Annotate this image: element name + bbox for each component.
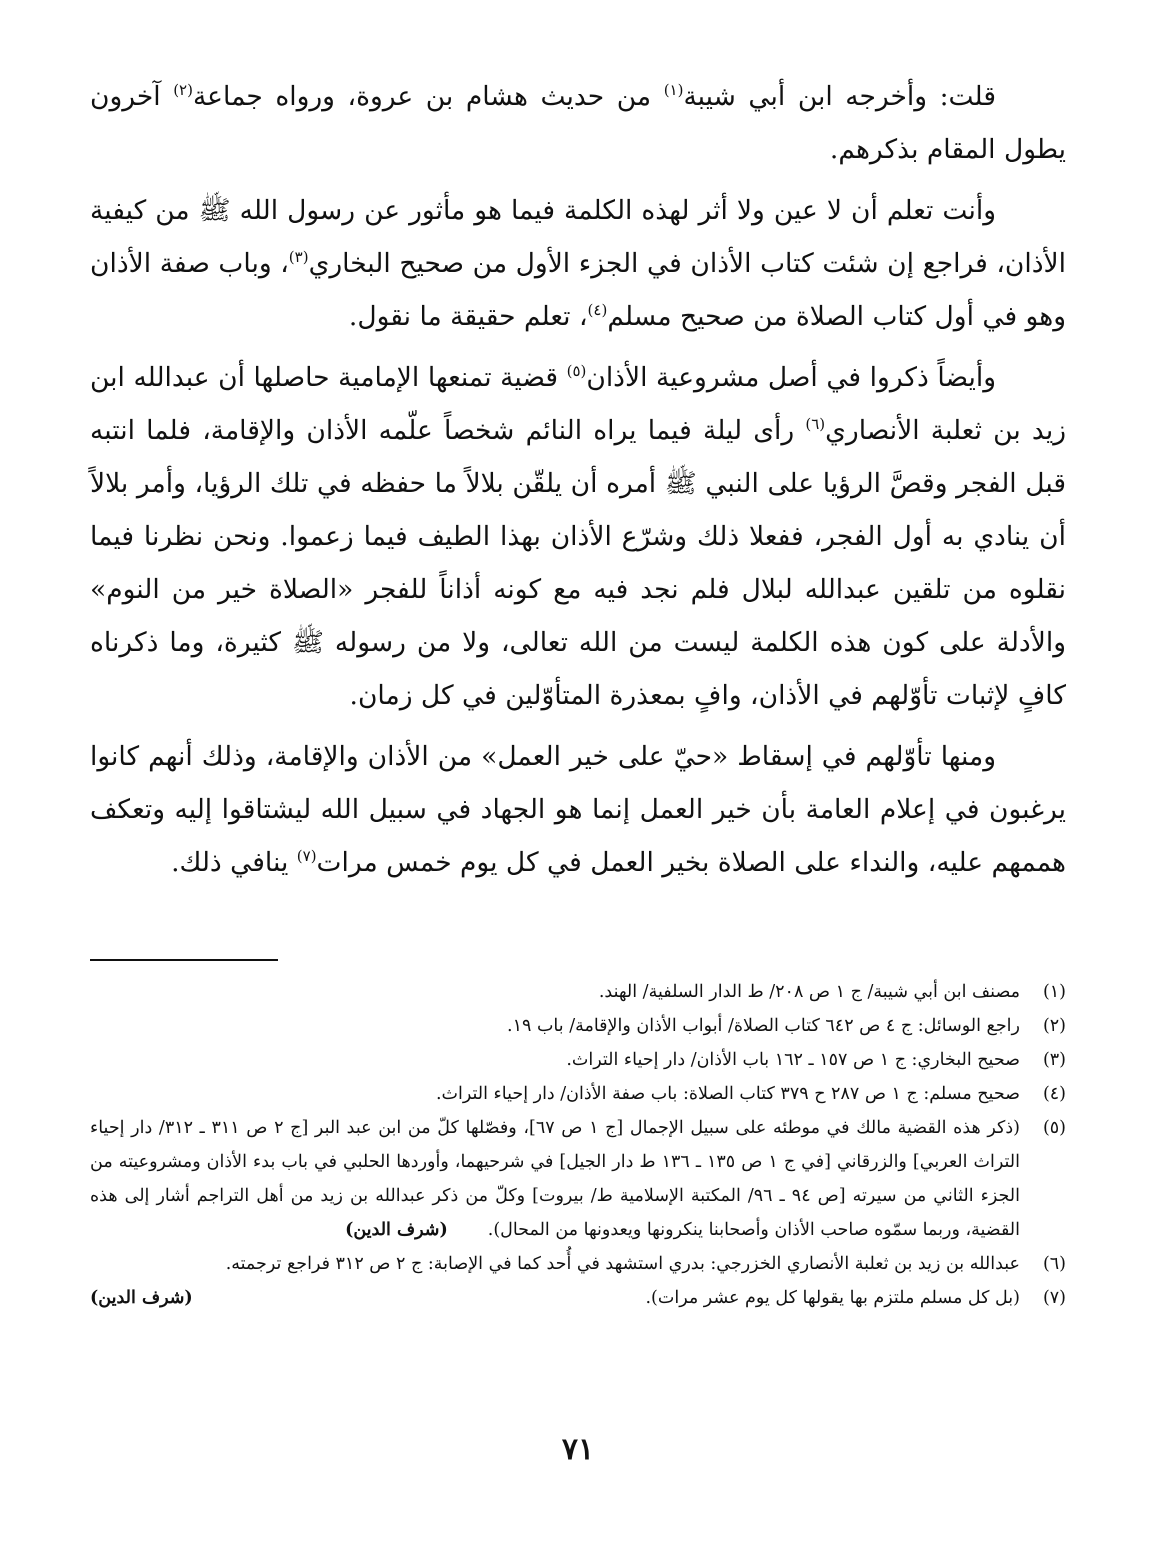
paragraph-2: [90, 184, 1066, 343]
footnote: [90, 975, 1066, 1009]
footnote: [90, 1009, 1066, 1043]
footnote-number: (٤): [1042, 1084, 1066, 1104]
paragraph-1: [90, 70, 1066, 176]
footnote: [90, 1111, 1066, 1247]
footnote-number: (٥): [1042, 1118, 1066, 1138]
footnote: [90, 1281, 1066, 1315]
footnote-number: (١): [1042, 982, 1066, 1002]
footnote-separator: [90, 959, 278, 961]
text-segment: رأى ليلة فيما يراه النائم شخصاً علّمه الأذان والإقامة، فلما انتبه قبل الفجر وقصَّ الرؤيا على النبي ﷺ أمره أن يلقّن بلالاً ما حفظه في تلك الرؤيا، وأمر بلالاً أن ينادي به أول الفجر، ففعلا ذلك وشرّع الأذان بهذا الطيف فيما زعموا. ونحن نظرنا فيما نقلوه من تلقين عبدالله لبلال فلم نجد فيه مع كونه أذاناً للفجر «الصلاة خير من النوم» والأدلة على كون هذه الكلمة ليست من الله تعالى، ولا من رسوله ﷺ كثيرة، وما ذكرناه كافٍ لإثبات تأوّلهم في الأذان، وافٍ بمعذرة المتأوّلين في كل زمان.: [90, 415, 1066, 711]
text-segment: ومنها تأوّلهم في إسقاط «حيّ على خير العمل» من الأذان والإقامة، وذلك أنهم كانوا يرغبون في إعلام العامة بأن خير العمل إنما هو الجهاد في سبيل الله ليشتاقوا إليه وتعكف هممهم عليه، والنداء على الصلاة بخير العمل في كل يوم خمس مرات: [90, 741, 1066, 878]
text-segment: ينافي ذلك.: [171, 847, 297, 878]
text-segment: قلت: وأخرجه ابن أبي شيبة: [683, 81, 996, 112]
footnote-author-tag: (شرف الدين): [345, 1220, 448, 1240]
footnote-text: (بل كل مسلم ملتزم بها يقولها كل يوم عشر مرات).: [645, 1288, 1020, 1308]
footnote-text: راجع الوسائل: ج ٤ ص ٦٤٢ كتاب الصلاة/ أبواب الأذان والإقامة/ باب ١٩.: [507, 1016, 1020, 1036]
text-segment: ، وباب صفة الأذان وهو في أول كتاب الصلاة من صحيح مسلم: [90, 248, 1066, 332]
footnote-number: (٧): [1042, 1288, 1066, 1308]
footnote-ref: (٢): [173, 81, 193, 100]
footnote-number: (٦): [1042, 1254, 1066, 1274]
footnote-text-wrap: [90, 1281, 1020, 1315]
paragraph-3: [90, 351, 1066, 722]
text-segment: وأيضاً ذكروا في أصل مشروعية الأذان: [586, 362, 997, 393]
footnote-ref: (٦): [805, 415, 826, 434]
main-text: [90, 70, 1066, 889]
footnote-ref: (٥): [566, 362, 587, 381]
footnote-text-wrap: [90, 1111, 1020, 1247]
footnote: [90, 1077, 1066, 1111]
footnote-number: (٢): [1042, 1016, 1066, 1036]
footnote-ref: (٣): [288, 248, 309, 267]
footnotes: [90, 975, 1066, 1315]
footnote-number: (٣): [1042, 1050, 1066, 1070]
text-segment: من حديث هشام بن عروة، ورواه جماعة: [192, 81, 664, 112]
paragraph-4: [90, 730, 1066, 889]
page-number: ٧١: [561, 1432, 595, 1467]
footnote: [90, 1043, 1066, 1077]
text-segment: ، تعلم حقيقة ما نقول.: [348, 301, 588, 332]
footnote-ref: (٧): [296, 847, 317, 866]
book-page: [90, 70, 1066, 1315]
footnote-text: مصنف ابن أبي شيبة/ ج ١ ص ٢٠٨/ ط الدار السلفية/ الهند.: [598, 982, 1020, 1002]
footnote-text: عبدالله بن زيد بن ثعلبة الأنصاري الخزرجي: بدري استشهد في أُحد كما في الإصابة: ج ٢ ص ٣١٢ فراجع ترجمته.: [225, 1254, 1020, 1274]
footnote-author-tag: (شرف الدين): [90, 1288, 193, 1308]
footnote: [90, 1247, 1066, 1281]
text-segment: قضية تمنعها الإمامية حاصلها أن عبدالله ابن زيد بن ثعلبة الأنصاري: [90, 362, 1066, 446]
footnote-text: صحيح البخاري: ج ١ ص ١٥٧ ـ ١٦٢ باب الأذان/ دار إحياء التراث.: [566, 1050, 1020, 1070]
footnote-ref: (٤): [587, 301, 608, 320]
footnote-text: صحيح مسلم: ج ١ ص ٢٨٧ ح ٣٧٩ كتاب الصلاة: باب صفة الأذان/ دار إحياء التراث.: [435, 1084, 1020, 1104]
text-segment: وأنت تعلم أن لا عين ولا أثر لهذه الكلمة فيما هو مأثور عن رسول الله ﷺ من كيفية الأذان، فراجع إن شئت كتاب الأذان في الجزء الأول من صحيح البخاري: [90, 195, 1066, 279]
text-segment: آخرون يطول المقام بذكرهم.: [90, 81, 1066, 165]
footnote-ref: (١): [663, 81, 684, 100]
footnote-text: (ذكر هذه القضية مالك في موطئه على سبيل الإجمال [ج ١ ص ٦٧]، وفصّلها كلّ من ابن عبد البر [ج ٢ ص ٣١١ ـ ٣١٢/ دار إحياء التراث العربي] والزرقاني [في ج ١ ص ١٣٥ ـ ١٣٦ ط دار الجيل] في شرحيهما، وأوردها الحلبي في باب بدء الأذان ومشروعيته من الجزء الثاني من سيرته [ص ٩٤ ـ ٩٦/ المكتبة الإسلامية ط/ بيروت] وكلّ من ذكر عبدالله بن زيد من أهل التراجم أشار إلى هذه القضية، وربما سمّوه صاحب الأذان وأصحابنا ينكرونها ويعدونها من المحال).: [90, 1118, 1020, 1240]
